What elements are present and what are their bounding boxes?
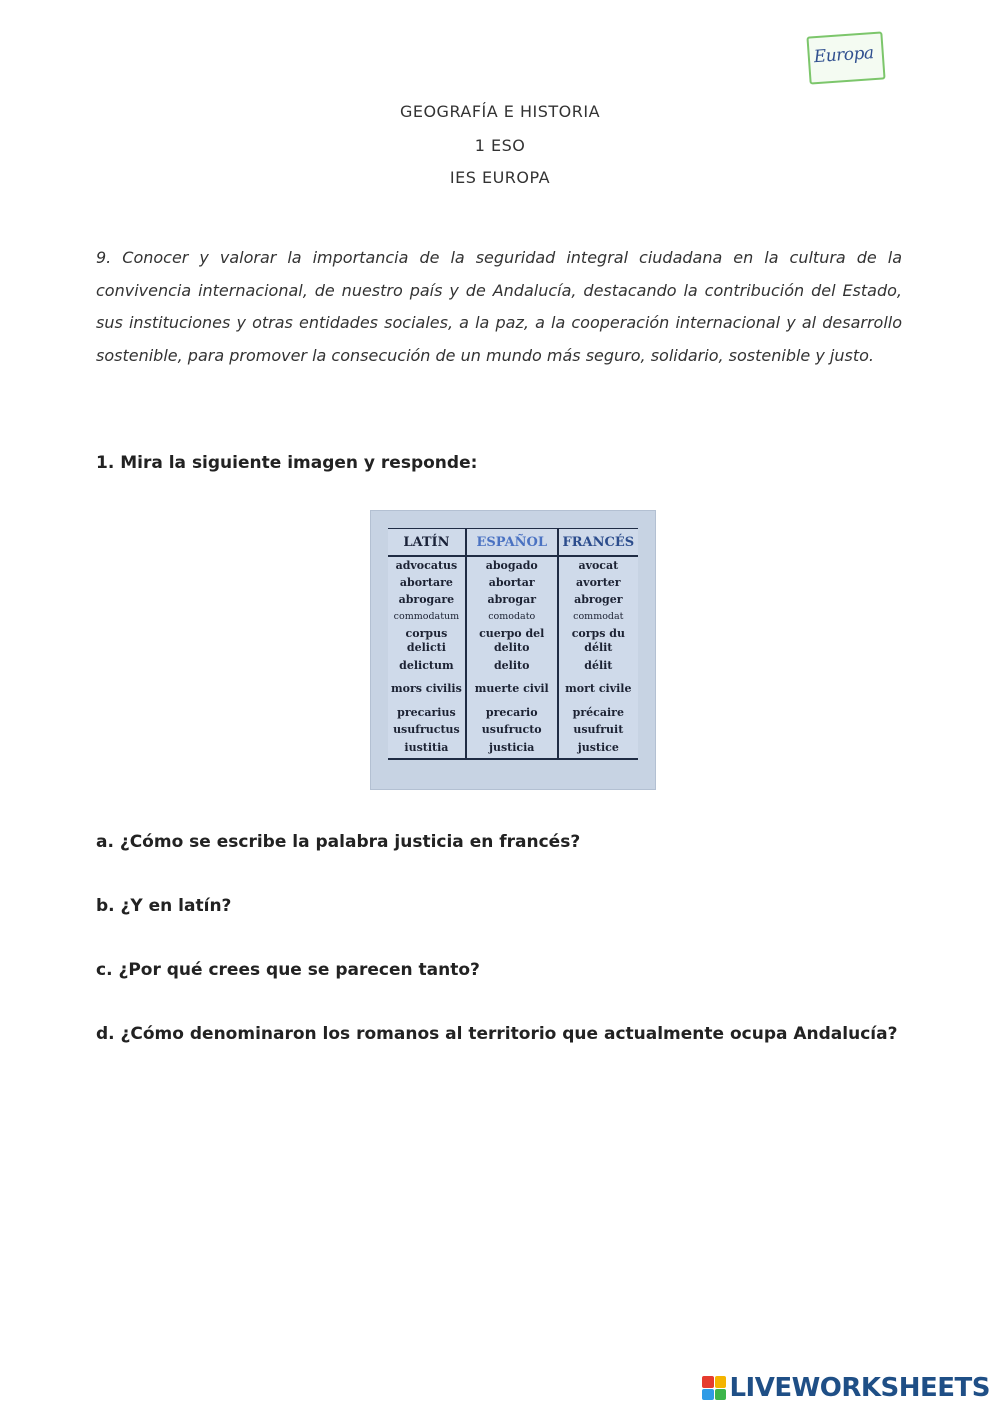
- french-cell: avocat: [578, 558, 619, 572]
- french-cell: usufruit: [573, 722, 624, 736]
- spanish-cell: abogado: [466, 556, 558, 574]
- spanish-cell: abrogar: [466, 591, 558, 608]
- table-row: [388, 574, 638, 591]
- question-a: a. ¿Cómo se escribe la palabra justicia en francés?: [96, 832, 581, 852]
- french-cell: abroger: [574, 592, 623, 606]
- mark-square: [702, 1389, 714, 1401]
- mark-square: [715, 1389, 727, 1401]
- subject-title: GEOGRAFÍA E HISTORIA: [399, 102, 601, 121]
- french-cell: commodat: [573, 610, 624, 622]
- table-row: [388, 591, 638, 608]
- table-row: [388, 625, 638, 657]
- course-title: 1 ESO: [474, 136, 526, 155]
- question-b: b. ¿Y en latín?: [96, 896, 232, 916]
- spanish-cell: precario: [466, 704, 558, 721]
- spanish-cell: usufructo: [466, 721, 558, 738]
- french-cell: délit: [584, 658, 613, 672]
- table-header-row: [388, 529, 638, 557]
- header-latin: LATÍN: [388, 529, 466, 557]
- latin-cell: commodatum: [393, 610, 460, 622]
- latin-cell: advocatus: [395, 558, 458, 572]
- french-cell: avorter: [576, 575, 621, 589]
- liveworksheets-logo: [702, 1373, 990, 1403]
- school-logo: [806, 31, 885, 84]
- question-d: d. ¿Cómo denominaron los romanos al territorio que actualmente ocupa Andalucía?: [96, 1024, 898, 1044]
- latin-cell: precarius: [397, 705, 456, 719]
- latin-cell: iustitia: [388, 738, 466, 759]
- latin-cell: delictum: [399, 658, 454, 672]
- spanish-cell: muerte civil: [466, 674, 558, 704]
- table-row: [388, 721, 638, 738]
- spanish-cell: abortar: [466, 574, 558, 591]
- vocabulary-image: [370, 510, 656, 790]
- school-logo-text: Europa: [813, 43, 875, 68]
- table-row: [388, 704, 638, 721]
- intro-paragraph: 9. Conocer y valorar la importancia de la seguridad integral ciudadana en la cultura de la convivencia internacional, de nuestro país y de Andalucía, destacando la contribución del Estado, sus instituciones y otras entidades sociales, a la paz, a la cooperación internacional y al desarrollo sostenible, para promover la consecución de un mundo más seguro, solidario, sostenible y justo.: [96, 248, 902, 365]
- table-row: [388, 738, 638, 759]
- table-row: [388, 556, 638, 574]
- spanish-cell: justicia: [466, 738, 558, 759]
- french-cell: corps du délit: [571, 627, 625, 654]
- table-row: [388, 608, 638, 625]
- question-c: c. ¿Por qué crees que se parecen tanto?: [96, 960, 480, 980]
- liveworksheets-brand: LIVEWORKSHEETS: [729, 1373, 990, 1403]
- french-cell: mort civile: [565, 682, 632, 695]
- latin-cell: corpus delicti: [405, 627, 448, 654]
- french-cell: précaire: [572, 705, 624, 719]
- latin-cell: abortare: [399, 575, 453, 589]
- french-cell: justice: [558, 738, 638, 759]
- school-title: IES EUROPA: [449, 168, 551, 187]
- latin-cell: abrogare: [398, 592, 455, 606]
- table-row: [388, 674, 638, 704]
- latin-cell: usufructus: [393, 722, 460, 736]
- table-row: [388, 657, 638, 674]
- liveworksheets-mark-icon: [702, 1376, 726, 1400]
- spanish-cell: delito: [466, 657, 558, 674]
- spanish-cell: cuerpo del delito: [466, 625, 558, 657]
- spanish-cell: comodato: [466, 608, 558, 625]
- vocabulary-table: [388, 528, 638, 760]
- latin-cell: mors civilis: [391, 682, 462, 695]
- mark-square: [715, 1376, 727, 1388]
- instruction: 1. Mira la siguiente imagen y responde:: [96, 453, 478, 473]
- mark-square: [702, 1376, 714, 1388]
- header-french: FRANCÉS: [558, 529, 638, 557]
- header-spanish: ESPAÑOL: [466, 529, 558, 557]
